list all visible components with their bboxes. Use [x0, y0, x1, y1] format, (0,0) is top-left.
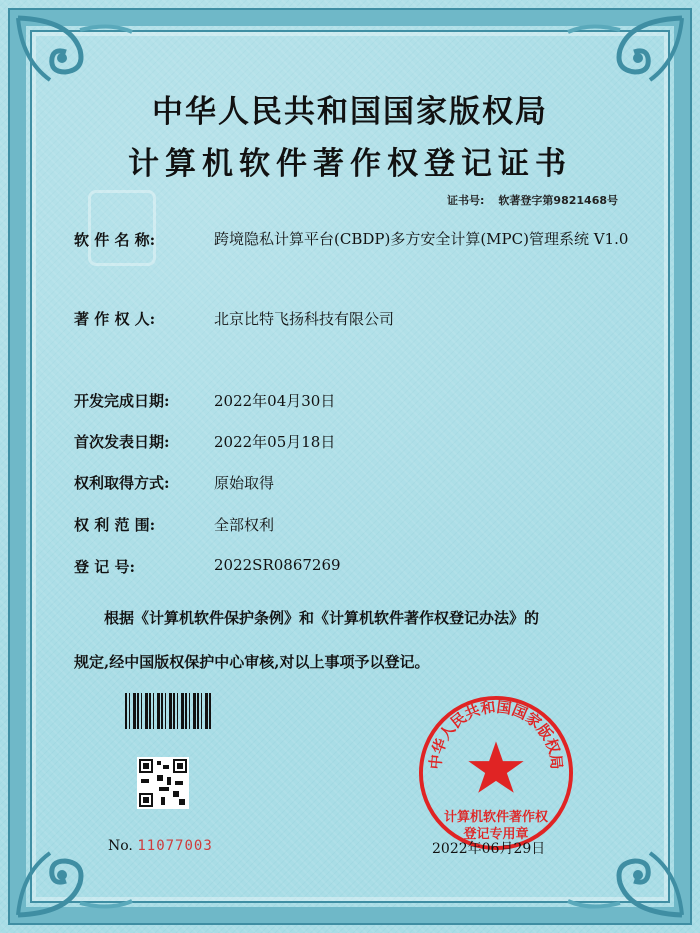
- field-label: 权 利 范 围:: [74, 516, 156, 534]
- issue-date: 2022年06月29日: [432, 841, 546, 857]
- serial-number-label: No.: [108, 838, 133, 854]
- watermark-emblem-icon: [88, 190, 156, 266]
- field-value: 北京比特飞扬科技有限公司: [214, 310, 395, 328]
- field-acquisition-method: [74, 472, 274, 493]
- field-rights-scope: [74, 514, 274, 535]
- field-value: 2022年04月30日: [214, 392, 336, 410]
- field-label: 首次发表日期:: [74, 433, 170, 451]
- serial-number-value: 11077003: [137, 838, 213, 854]
- field-label: 开发完成日期:: [74, 392, 170, 410]
- certificate-number-value: 软著登字第9821468号: [498, 194, 618, 207]
- seal-ring-text: 中华人民共和国国家版权局: [427, 698, 565, 771]
- field-value: 全部权利: [214, 516, 275, 534]
- field-label: 软 件 名 称:: [74, 231, 156, 249]
- field-copyright-owner: [74, 308, 394, 329]
- issuer-title: 中华人民共和国国家版权局: [152, 94, 548, 130]
- statement-line-1: 根据《计算机软件保护条例》和《计算机软件著作权登记办法》的: [104, 609, 540, 627]
- barcode-icon: [125, 693, 211, 729]
- qr-code-icon: [137, 757, 189, 809]
- certificate-title: 计算机软件著作权登记证书: [128, 146, 572, 182]
- corner-ornament-icon: [560, 833, 690, 923]
- seal-text-line-1: 计算机软件著作权: [443, 810, 548, 825]
- field-completion-date: [74, 390, 335, 411]
- seal-text-line-2: 登记专用章: [463, 827, 529, 842]
- statement-paragraph: [74, 596, 634, 684]
- field-registration-number: [74, 556, 341, 577]
- field-label: 登 记 号:: [74, 558, 135, 576]
- field-label: 权利取得方式:: [74, 474, 170, 492]
- certificate-number-label: 证书号:: [447, 194, 485, 207]
- serial-number: [108, 838, 213, 854]
- statement-line-2: 规定,经中国版权保护中心审核,对以上事项予以登记。: [74, 653, 430, 671]
- field-value: 原始取得: [214, 474, 275, 492]
- field-label: 著 作 权 人:: [74, 310, 156, 328]
- field-publication-date: [74, 431, 335, 452]
- field-software-name: [74, 229, 654, 250]
- certificate-number: [447, 192, 618, 208]
- field-value: 2022SR0867269: [214, 556, 341, 574]
- field-value: 跨境隐私计算平台(CBDP)多方安全计算(MPC)管理系统 V1.0: [214, 230, 629, 248]
- field-value: 2022年05月18日: [214, 433, 336, 451]
